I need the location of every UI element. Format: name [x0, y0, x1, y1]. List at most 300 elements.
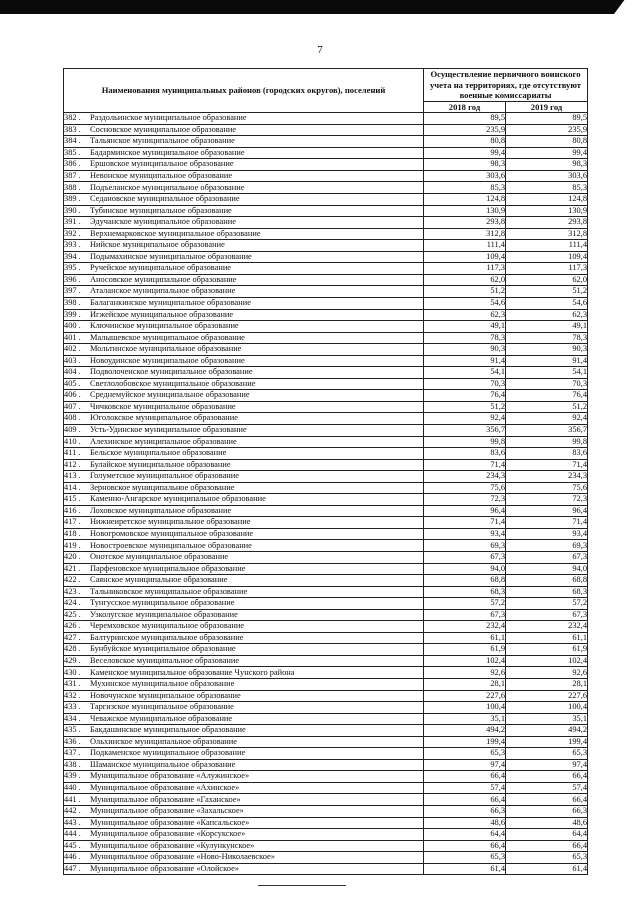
value-2018: 28,1 — [424, 679, 506, 691]
value-2019: 69,3 — [506, 540, 588, 552]
table-row — [64, 540, 588, 552]
table-row — [64, 482, 588, 494]
row-number: 443 . — [64, 817, 81, 827]
table-row — [64, 494, 588, 506]
table-row — [64, 528, 588, 540]
row-number: 415 . — [64, 494, 81, 504]
row-name-cell — [64, 401, 424, 413]
value-2018: 49,1 — [424, 321, 506, 333]
table-row — [64, 205, 588, 217]
table-row — [64, 586, 588, 598]
row-number: 418 . — [64, 528, 81, 538]
value-2019: 111,4 — [506, 240, 588, 252]
row-name-cell — [64, 794, 424, 806]
row-name-cell — [64, 528, 424, 540]
table-row — [64, 621, 588, 633]
row-number: 399 . — [64, 309, 81, 319]
value-2019: 90,3 — [506, 344, 588, 356]
row-name-cell — [64, 829, 424, 841]
row-number: 432 . — [64, 690, 81, 700]
table-row — [64, 413, 588, 425]
value-2018: 66,4 — [424, 794, 506, 806]
value-2018: 35,1 — [424, 713, 506, 725]
value-2018: 61,9 — [424, 644, 506, 656]
municipality-name: Таргизское муниципальное образование — [90, 702, 234, 712]
row-name-cell — [64, 286, 424, 298]
value-2018: 235,9 — [424, 124, 506, 136]
footer-line — [258, 885, 346, 886]
value-2019: 232,4 — [506, 621, 588, 633]
municipality-name: Каменское муниципальное образование Чунского района — [90, 667, 295, 677]
value-2018: 66,4 — [424, 840, 506, 852]
value-2018: 51,2 — [424, 401, 506, 413]
municipality-name: Бунбуйское муниципальное образование — [90, 644, 236, 654]
value-2018: 68,3 — [424, 586, 506, 598]
value-2019: 35,1 — [506, 713, 588, 725]
row-name-cell — [64, 713, 424, 725]
municipality-name: Подымахинское муниципальное образование — [90, 251, 252, 261]
table-row — [64, 113, 588, 125]
column-header-2018: 2018 год — [424, 102, 506, 113]
value-2018: 57,2 — [424, 598, 506, 610]
municipality-name: Тальниковское муниципальное образование — [90, 586, 248, 596]
value-2018: 232,4 — [424, 621, 506, 633]
municipality-name: Балаганкинское муниципальное образование — [90, 298, 251, 308]
value-2019: 51,2 — [506, 286, 588, 298]
row-number: 421 . — [64, 563, 81, 573]
row-number: 404 . — [64, 367, 81, 377]
value-2018: 85,3 — [424, 182, 506, 194]
table-row — [64, 679, 588, 691]
value-2018: 91,4 — [424, 355, 506, 367]
table-row — [64, 170, 588, 182]
table-row — [64, 401, 588, 413]
municipality-name: Лоховское муниципальное образование — [90, 505, 232, 515]
municipality-name: Светлолобовское муниципальное образование — [90, 378, 256, 388]
value-2019: 303,6 — [506, 170, 588, 182]
value-2019: 61,1 — [506, 632, 588, 644]
value-2019: 78,3 — [506, 332, 588, 344]
value-2019: 65,3 — [506, 748, 588, 760]
table-row — [64, 748, 588, 760]
row-name-cell — [64, 471, 424, 483]
value-2019: 57,4 — [506, 782, 588, 794]
value-2019: 68,8 — [506, 575, 588, 587]
value-2019: 48,6 — [506, 817, 588, 829]
row-name-cell — [64, 806, 424, 818]
row-name-cell — [64, 228, 424, 240]
row-name-cell — [64, 390, 424, 402]
row-name-cell — [64, 217, 424, 229]
row-name-cell — [64, 736, 424, 748]
value-2018: 92,6 — [424, 667, 506, 679]
column-header-name: Наименования муниципальных районов (городских округов), поселений — [64, 69, 424, 113]
municipality-name: Алехинское муниципальное образование — [90, 436, 237, 446]
row-name-cell — [64, 771, 424, 783]
value-2019: 70,3 — [506, 378, 588, 390]
row-number: 383 . — [64, 124, 81, 134]
row-name-cell — [64, 852, 424, 864]
municipality-name: Тунгусское муниципальное образование — [90, 598, 235, 608]
table-row — [64, 840, 588, 852]
value-2018: 83,6 — [424, 448, 506, 460]
row-number: 389 . — [64, 194, 81, 204]
row-name-cell — [64, 621, 424, 633]
row-name-cell — [64, 725, 424, 737]
row-number: 390 . — [64, 205, 81, 215]
row-number: 411 . — [64, 448, 81, 458]
table-row — [64, 806, 588, 818]
municipality-name: Онотское муниципальное образование — [90, 552, 229, 562]
table-row — [64, 436, 588, 448]
value-2018: 90,3 — [424, 344, 506, 356]
value-2018: 64,4 — [424, 829, 506, 841]
value-2018: 68,8 — [424, 575, 506, 587]
column-header-military-registration: Осуществление первичного воинского учета на территориях, где отсутствуют военные комиссариаты — [424, 69, 588, 102]
municipality-name: Ручейское муниципальное образование — [90, 263, 232, 273]
value-2018: 71,4 — [424, 517, 506, 529]
value-2019: 65,3 — [506, 852, 588, 864]
table-row — [64, 228, 588, 240]
table-row — [64, 829, 588, 841]
table-row — [64, 147, 588, 159]
municipality-name: Булайское муниципальное образование — [90, 459, 231, 469]
value-2018: 57,4 — [424, 782, 506, 794]
row-number: 441 . — [64, 794, 81, 804]
row-name-cell — [64, 182, 424, 194]
row-number: 387 . — [64, 171, 81, 180]
value-2018: 67,3 — [424, 551, 506, 563]
value-2018: 61,1 — [424, 632, 506, 644]
row-number: 386 . — [64, 159, 81, 169]
table-row — [64, 563, 588, 575]
municipality-name: Аталанское муниципальное образование — [90, 286, 236, 296]
value-2019: 109,4 — [506, 251, 588, 263]
value-2018: 72,3 — [424, 494, 506, 506]
value-2019: 234,3 — [506, 471, 588, 483]
value-2018: 61,4 — [424, 863, 506, 875]
row-name-cell — [64, 609, 424, 621]
table-row — [64, 725, 588, 737]
value-2018: 66,4 — [424, 771, 506, 783]
value-2018: 67,3 — [424, 609, 506, 621]
table-row — [64, 159, 588, 171]
row-number: 385 . — [64, 147, 81, 157]
value-2019: 66,3 — [506, 806, 588, 818]
row-name-cell — [64, 863, 424, 875]
value-2019: 199,4 — [506, 736, 588, 748]
row-number: 442 . — [64, 806, 81, 816]
value-2019: 67,3 — [506, 551, 588, 563]
row-number: 408 . — [64, 413, 81, 423]
table-row — [64, 609, 588, 621]
table-row — [64, 782, 588, 794]
value-2019: 102,4 — [506, 655, 588, 667]
row-number: 447 . — [64, 863, 81, 873]
row-number: 405 . — [64, 378, 81, 388]
row-number: 413 . — [64, 471, 81, 481]
row-name-cell — [64, 690, 424, 702]
row-name-cell — [64, 505, 424, 517]
value-2019: 57,2 — [506, 598, 588, 610]
table-row — [64, 551, 588, 563]
value-2019: 49,1 — [506, 321, 588, 333]
table-row — [64, 390, 588, 402]
municipality-name: Аносовское муниципальное образование — [90, 274, 237, 284]
table-row — [64, 644, 588, 656]
municipality-name: Малышевское муниципальное образование — [90, 332, 245, 342]
value-2018: 76,4 — [424, 390, 506, 402]
value-2019: 72,3 — [506, 494, 588, 506]
municipality-name: Балтуринское муниципальное образование — [90, 632, 244, 642]
value-2018: 70,3 — [424, 378, 506, 390]
municipality-name: Узколугское муниципальное образование — [90, 609, 238, 619]
value-2018: 234,3 — [424, 471, 506, 483]
municipality-name: Парфеновское муниципальное образование — [90, 563, 246, 573]
row-number: 394 . — [64, 251, 81, 261]
row-name-cell — [64, 251, 424, 263]
value-2019: 312,8 — [506, 228, 588, 240]
value-2019: 28,1 — [506, 679, 588, 691]
value-2019: 227,6 — [506, 690, 588, 702]
row-number: 393 . — [64, 240, 81, 250]
value-2018: 78,3 — [424, 332, 506, 344]
value-2019: 51,2 — [506, 401, 588, 413]
row-name-cell — [64, 598, 424, 610]
municipality-name: Невонское муниципальное образование — [90, 171, 233, 180]
value-2018: 303,6 — [424, 170, 506, 182]
value-2018: 227,6 — [424, 690, 506, 702]
municipality-name: Муниципальное образование «Ново-Николаевское» — [90, 852, 275, 862]
value-2018: 75,6 — [424, 482, 506, 494]
municipality-name: Саянское муниципальное образование — [90, 575, 228, 585]
municipality-name: Тальянское муниципальное образование — [90, 136, 235, 146]
budget-table — [63, 68, 588, 875]
value-2019: 54,6 — [506, 297, 588, 309]
value-2019: 130,9 — [506, 205, 588, 217]
row-name-cell — [64, 494, 424, 506]
value-2018: 93,4 — [424, 528, 506, 540]
value-2018: 100,4 — [424, 702, 506, 714]
row-name-cell — [64, 436, 424, 448]
row-name-cell — [64, 482, 424, 494]
value-2018: 130,9 — [424, 205, 506, 217]
table-row — [64, 505, 588, 517]
row-number: 410 . — [64, 436, 81, 446]
value-2019: 61,4 — [506, 863, 588, 875]
row-name-cell — [64, 748, 424, 760]
table-row — [64, 194, 588, 206]
value-2019: 124,8 — [506, 194, 588, 206]
row-name-cell — [64, 367, 424, 379]
municipality-name: Игжейское муниципальное образование — [90, 309, 234, 319]
municipality-name: Тубинское муниципальное образование — [90, 205, 232, 215]
municipality-name: Муниципальное образование «Капсальское» — [90, 817, 250, 827]
row-number: 445 . — [64, 840, 81, 850]
table-row — [64, 471, 588, 483]
table-row — [64, 852, 588, 864]
value-2018: 92,4 — [424, 413, 506, 425]
municipality-name: Бадарминское муниципальное образование — [90, 147, 245, 157]
row-number: 440 . — [64, 782, 81, 792]
row-number: 424 . — [64, 598, 81, 608]
row-name-cell — [64, 274, 424, 286]
value-2018: 96,4 — [424, 505, 506, 517]
value-2019: 96,4 — [506, 505, 588, 517]
row-name-cell — [64, 263, 424, 275]
table-row — [64, 217, 588, 229]
row-name-cell — [64, 459, 424, 471]
value-2018: 94,0 — [424, 563, 506, 575]
value-2019: 80,8 — [506, 136, 588, 148]
municipality-name: Верхнемарковское муниципальное образование — [90, 228, 261, 238]
row-name-cell — [64, 413, 424, 425]
value-2018: 124,8 — [424, 194, 506, 206]
row-number: 388 . — [64, 182, 81, 192]
municipality-name: Подволоченское муниципальное образование — [90, 367, 253, 377]
municipality-name: Усть-Удинское муниципальное образование — [90, 425, 247, 435]
value-2018: 98,3 — [424, 159, 506, 171]
row-name-cell — [64, 424, 424, 436]
row-name-cell — [64, 702, 424, 714]
row-number: 439 . — [64, 771, 81, 781]
value-2019: 64,4 — [506, 829, 588, 841]
row-number: 438 . — [64, 759, 81, 769]
row-number: 423 . — [64, 586, 81, 596]
table-row — [64, 448, 588, 460]
row-name-cell — [64, 378, 424, 390]
row-number: 395 . — [64, 263, 81, 273]
row-number: 402 . — [64, 344, 81, 354]
row-number: 406 . — [64, 390, 81, 400]
table-row — [64, 344, 588, 356]
value-2019: 62,3 — [506, 309, 588, 321]
row-name-cell — [64, 124, 424, 136]
municipality-name: Нижнеиретское муниципальное образование — [90, 517, 251, 527]
row-name-cell — [64, 575, 424, 587]
municipality-name: Муниципальное образование «Кулункунское» — [90, 840, 255, 850]
value-2018: 102,4 — [424, 655, 506, 667]
municipality-name: Новоудинское муниципальное образование — [90, 355, 245, 365]
table-row — [64, 274, 588, 286]
municipality-name: Новочунское муниципальное образование — [90, 690, 241, 700]
row-name-cell — [64, 759, 424, 771]
table-row — [64, 759, 588, 771]
municipality-name: Новостроевское муниципальное образование — [90, 540, 252, 550]
table-row — [64, 655, 588, 667]
value-2018: 51,2 — [424, 286, 506, 298]
row-name-cell — [64, 644, 424, 656]
value-2018: 89,5 — [424, 113, 506, 125]
row-number: 400 . — [64, 321, 81, 331]
row-number: 437 . — [64, 748, 81, 758]
table-row — [64, 517, 588, 529]
row-name-cell — [64, 586, 424, 598]
row-name-cell — [64, 540, 424, 552]
row-number: 397 . — [64, 286, 81, 296]
table-row — [64, 575, 588, 587]
row-name-cell — [64, 309, 424, 321]
row-number: 422 . — [64, 575, 81, 585]
municipality-name: Эдучанское муниципальное образование — [90, 217, 236, 227]
scan-top-border — [0, 0, 640, 14]
row-name-cell — [64, 170, 424, 182]
value-2018: 66,3 — [424, 806, 506, 818]
table-row — [64, 771, 588, 783]
row-name-cell — [64, 194, 424, 206]
value-2018: 97,4 — [424, 759, 506, 771]
municipality-name: Бельское муниципальное образование — [90, 448, 227, 458]
value-2018: 62,0 — [424, 274, 506, 286]
row-number: 407 . — [64, 401, 81, 411]
value-2018: 65,3 — [424, 748, 506, 760]
table-row — [64, 251, 588, 263]
row-number: 429 . — [64, 655, 81, 665]
table-row — [64, 321, 588, 333]
value-2019: 92,6 — [506, 667, 588, 679]
row-name-cell — [64, 679, 424, 691]
row-name-cell — [64, 240, 424, 252]
value-2019: 100,4 — [506, 702, 588, 714]
row-number: 391 . — [64, 217, 81, 227]
row-number: 430 . — [64, 667, 81, 677]
row-number: 384 . — [64, 136, 81, 146]
row-name-cell — [64, 632, 424, 644]
municipality-name: Нийское муниципальное образование — [90, 240, 225, 250]
municipality-name: Подкаменское муниципальное образование — [90, 748, 246, 758]
row-number: 419 . — [64, 540, 81, 550]
municipality-name: Сосновское муниципальное образование — [90, 124, 237, 134]
value-2019: 98,3 — [506, 159, 588, 171]
row-number: 416 . — [64, 505, 81, 515]
row-number: 425 . — [64, 609, 81, 619]
value-2019: 494,2 — [506, 725, 588, 737]
row-number: 403 . — [64, 355, 81, 365]
row-name-cell — [64, 551, 424, 563]
value-2019: 117,3 — [506, 263, 588, 275]
value-2018: 48,6 — [424, 817, 506, 829]
row-name-cell — [64, 840, 424, 852]
row-number: 446 . — [64, 852, 81, 862]
value-2018: 111,4 — [424, 240, 506, 252]
table-row — [64, 309, 588, 321]
value-2019: 89,5 — [506, 113, 588, 125]
municipality-name: Муниципальное образование «Корсукское» — [90, 829, 246, 839]
municipality-name: Седановское муниципальное образование — [90, 194, 240, 204]
value-2018: 494,2 — [424, 725, 506, 737]
value-2018: 199,4 — [424, 736, 506, 748]
municipality-name: Муниципальное образование «Захальское» — [90, 806, 244, 816]
row-number: 398 . — [64, 298, 81, 308]
value-2018: 293,8 — [424, 217, 506, 229]
value-2019: 83,6 — [506, 448, 588, 460]
municipality-name: Новогромовское муниципальное образование — [90, 528, 254, 538]
row-name-cell — [64, 205, 424, 217]
value-2018: 65,3 — [424, 852, 506, 864]
value-2018: 99,8 — [424, 436, 506, 448]
table-row — [64, 863, 588, 875]
value-2019: 68,3 — [506, 586, 588, 598]
row-number: 427 . — [64, 632, 81, 642]
municipality-name: Черемховское муниципальное образование — [90, 621, 245, 631]
value-2019: 71,4 — [506, 459, 588, 471]
row-name-cell — [64, 782, 424, 794]
value-2018: 69,3 — [424, 540, 506, 552]
value-2019: 92,4 — [506, 413, 588, 425]
municipality-name: Ключинское муниципальное образование — [90, 321, 239, 331]
value-2019: 61,9 — [506, 644, 588, 656]
value-2019: 54,1 — [506, 367, 588, 379]
